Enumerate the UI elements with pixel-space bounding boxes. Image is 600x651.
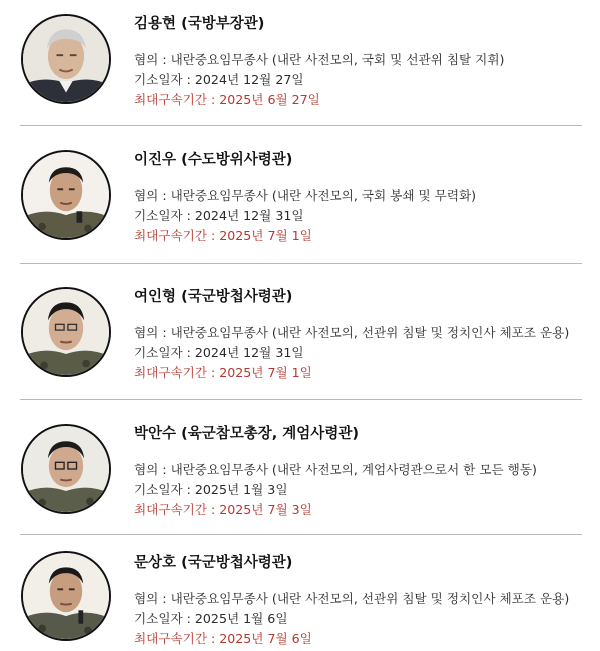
indictment-date: 기소일자 : 2024년 12월 31일 (134, 208, 304, 223)
charge-text: 혐의 : 내란중요임무종사 (내란 사전모의, 국회 봉쇄 및 무력화) (134, 188, 477, 203)
max-detention-date: 최대구속기간 : 2025년 7월 6일 (134, 631, 312, 646)
indictment-date: 기소일자 : 2025년 1월 3일 (134, 482, 288, 497)
max-detention-date: 최대구속기간 : 2025년 6월 27일 (134, 92, 320, 107)
avatar (21, 551, 111, 641)
charge-text: 혐의 : 내란중요임무종사 (내란 사전모의, 계엄사령관으로서 한 모든 행동) (134, 462, 537, 477)
divider (20, 125, 582, 126)
indictment-date: 기소일자 : 2025년 1월 6일 (134, 611, 288, 626)
person-name: 문상호 (국군방첩사령관) (134, 555, 293, 571)
max-detention-date: 최대구속기간 : 2025년 7월 1일 (134, 228, 312, 243)
avatar (21, 424, 111, 514)
avatar (21, 14, 111, 104)
charge-text: 혐의 : 내란중요임무종사 (내란 사전모의, 선관위 침탈 및 정치인사 체포조 운용) (134, 591, 570, 606)
list-item (0, 136, 600, 268)
person-name: 박안수 (육군참모총장, 계엄사령관) (134, 426, 359, 442)
max-detention-date: 최대구속기간 : 2025년 7월 1일 (134, 365, 312, 380)
avatar (21, 287, 111, 377)
charge-text: 혐의 : 내란중요임무종사 (내란 사전모의, 국회 및 선관위 침탈 지휘) (134, 52, 505, 67)
indictment-date: 기소일자 : 2024년 12월 27일 (134, 72, 304, 87)
list-item (0, 545, 600, 651)
list-item (0, 273, 600, 405)
list-item (0, 0, 600, 132)
divider (20, 399, 582, 400)
divider (20, 534, 582, 535)
indictment-date: 기소일자 : 2024년 12월 31일 (134, 345, 304, 360)
divider (20, 263, 582, 264)
person-name: 이진우 (수도방위사령관) (134, 152, 293, 168)
avatar (21, 150, 111, 240)
person-name: 여인형 (국군방첩사령관) (134, 289, 293, 305)
person-name: 김용현 (국방부장관) (134, 16, 265, 32)
max-detention-date: 최대구속기간 : 2025년 7월 3일 (134, 502, 312, 517)
list-item (0, 410, 600, 542)
charge-text: 혐의 : 내란중요임무종사 (내란 사전모의, 선관위 침탈 및 정치인사 체포조 운용) (134, 325, 570, 340)
